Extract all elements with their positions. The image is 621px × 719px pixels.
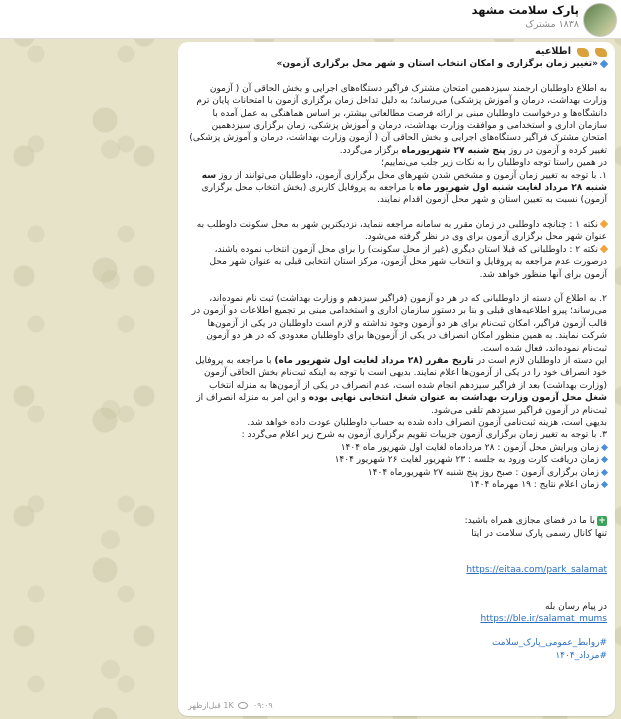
- channel-header[interactable]: [0, 0, 621, 39]
- post-subheading: «تغییر زمان برگزاری و امکان انتخاب استان و شهر محل برگزاری آزمون»: [276, 59, 598, 70]
- diamond-icon: [600, 60, 608, 68]
- item-2-refund: بدیهی است، هزینه ثبت‌نامی آزمون انصراف داده شده به حساب داوطلبان عودت داده خواهد شد.: [247, 417, 607, 428]
- diamond-icon: [601, 469, 608, 476]
- post-heading: اطلاعیه: [535, 46, 571, 57]
- message-bubble: [178, 42, 615, 716]
- item-3: ۳. با توجه به تغییر زمان برگزاری آزمون جزییات تقویم برگزاری آزمون به شرح زیر اعلام می‌گردد :: [241, 430, 607, 441]
- item-2: ۲. به اطلاع آن دسته از داوطلبانی که در هر دو آزمون (فراگیر سیزدهم و وزارت بهداشت) ثبت نام نموده‌اند، می‌رساند؛ پیرو اطلاعیه‌های قبلی و بنا بر دستور سازمان اداری و استخدامی مبنی بر تجمیع اطلاعات دو آزمون در قالب آزمون فراگیر، امکان ثبت‌نام برای هر دو آزمون وجود نداشته و لازم است داوطلبان در یکی از آزمون‌ها شرکت نمایند. به همین منظور امکان انصراف در یکی از آزمون‌ها برای داوطلبان معدودی که در هر دو آزمون ثبت‌نام نموده‌اند، فعال شده است.: [191, 293, 607, 354]
- eitaa-label: تنها کانال رسمی پارک سلامت در ایتا: [471, 528, 607, 539]
- views-count: 1K: [223, 700, 234, 710]
- channel-avatar[interactable]: [583, 3, 617, 37]
- eitaa-link[interactable]: https://eitaa.com/park_salamat: [466, 565, 607, 576]
- member-count: ۱۸۳۸ مشترک: [525, 19, 579, 30]
- note-2: نکته ۲ : داوطلبانی که قبلا استان دیگری (غیر از محل سکونت) را برای محل آزمون انتخاب نموده باشند، درصورت عدم مراجعه به پروفایل و انتخاب شهر محل آزمون، مرکز استان انتخابی قبلی به عنوان شهر محل آزمون برای آنها منظور خواهد شد.: [209, 244, 607, 280]
- schedule-item: زمان اعلام نتایج : ۱۹ مهرماه ۱۴۰۴: [186, 479, 607, 491]
- orange-diamond-icon: [600, 245, 608, 253]
- orange-diamond-icon: [600, 220, 608, 228]
- note-1: نکته ۱ : چنانچه داوطلبی در زمان مقرر به سامانه مراجعه ننماید، نزدیکترین شهر به محل سکونت داوطلب به عنوان شهر محل برگزاری آزمون برای وی در نظر گرفته می‌شود.: [196, 219, 607, 243]
- diamond-icon: [601, 444, 608, 451]
- item-1: ۱. با توجه به تغییر زمان آزمون و مشخص شدن شهرهای محل برگزاری آزمون، داوطلبان می‌توانند از روز سه شنبه ۲۸ مرداد لغایت شنبه اول شهریور ماه با مراجعه به پروفایل کاربری (بخش انتخاب محل برگزاری آزمون) نسبت به تعیین استان و شهر محل آزمون اقدام نمایند.: [201, 170, 607, 206]
- plus-icon: +: [598, 515, 606, 526]
- hashtag-link[interactable]: #روابط_عمومی_پارک_سلامت: [491, 638, 607, 649]
- diamond-icon: [601, 456, 608, 463]
- follow-text: +با ما در فضای مجازی همراه باشید:: [464, 515, 606, 527]
- message-meta: [188, 700, 273, 712]
- diamond-icon: [601, 481, 608, 488]
- hand-icon: [595, 48, 607, 57]
- bale-label: در پیام رسان بله: [544, 601, 607, 612]
- message-time: ۰۹:۰۹ قبل‌ازظهر: [188, 700, 273, 710]
- eye-icon: [238, 702, 248, 709]
- bale-link[interactable]: https://ble.ir/salamat_mums: [480, 614, 607, 625]
- item-2-detail: این دسته از داوطلبان لازم است در تاریخ مقرر (۲۸ مرداد لغایت اول شهریور ماه) با مراجعه به پروفایل خود انصراف خود را در یکی از آزمون‌ها اعلام نمایند. بدیهی است با توجه به اینکه ثبت‌نام بخش الحاقی آزمون (وزارت بهداشت) بعد از فراگیر سیزدهم انجام شده است، عدم انصراف در یکی از آزمون‌ها به منزله انتخاب شغل محل آزمون وزارت بهداشت به عنوان شغل انتخابی نهایی بوده و این امر به منزله انصراف از ثبت‌نام در آزمون فراگیر سیزدهم تلقی می‌شود.: [195, 355, 607, 416]
- intro-paragraph: به اطلاع داوطلبان ارجمند سیزدهمین امتحان مشترک فراگیر دستگاه‌های اجرایی و بخش الحاقی آن ( آزمون وزارت بهداشت، درمان و آموزش پزشکی) می‌رساند؛ به دلیل تداخل زمان برگزاری آزمون با امتحانات پایان ترم دانشگاه‌ها و درخواست داوطلبان مبنی بر ارائه فرصت مطالعاتی بیشتر، بر اساس هماهنگی به عمل آمده با سازمان اداری و استخدامی و موافقت وزارت بهداشت، درمان و آموزش پزشکی، زمان برگزاری سیزدهمین امتحان مشترک فراگیر دستگاه‌های اجرایی و بخش الحاقی آن ( آزمون وزارت بهداشت، درمان و آموزش پزشکی) تغییر کرده و آزمون در روز پنج شنبه ۲۷ شهریورماه برگزار می‌گردد.: [189, 83, 607, 156]
- channel-name[interactable]: پارک سلامت مشهد: [471, 3, 579, 17]
- attention-text: در همین راستا توجه داوطلبان را به نکات زیر جلب می‌نماییم؛: [381, 158, 607, 169]
- schedule-item: زمان ویرایش محل آزمون : ۲۸ مردادماه لغایت اول شهریور ماه ۱۴۰۴: [186, 442, 607, 454]
- hashtag-link[interactable]: #مرداد_۱۴۰۴: [555, 650, 607, 661]
- schedule-item: زمان دریافت کارت ورود به جلسه : ۲۳ شهریور لغایت ۲۶ شهریور ۱۴۰۴: [186, 454, 607, 466]
- hand-icon: [577, 48, 589, 57]
- schedule-item: زمان برگزاری آزمون : صبح روز پنج شنبه ۲۷ شهریورماه ۱۴۰۴: [186, 467, 607, 479]
